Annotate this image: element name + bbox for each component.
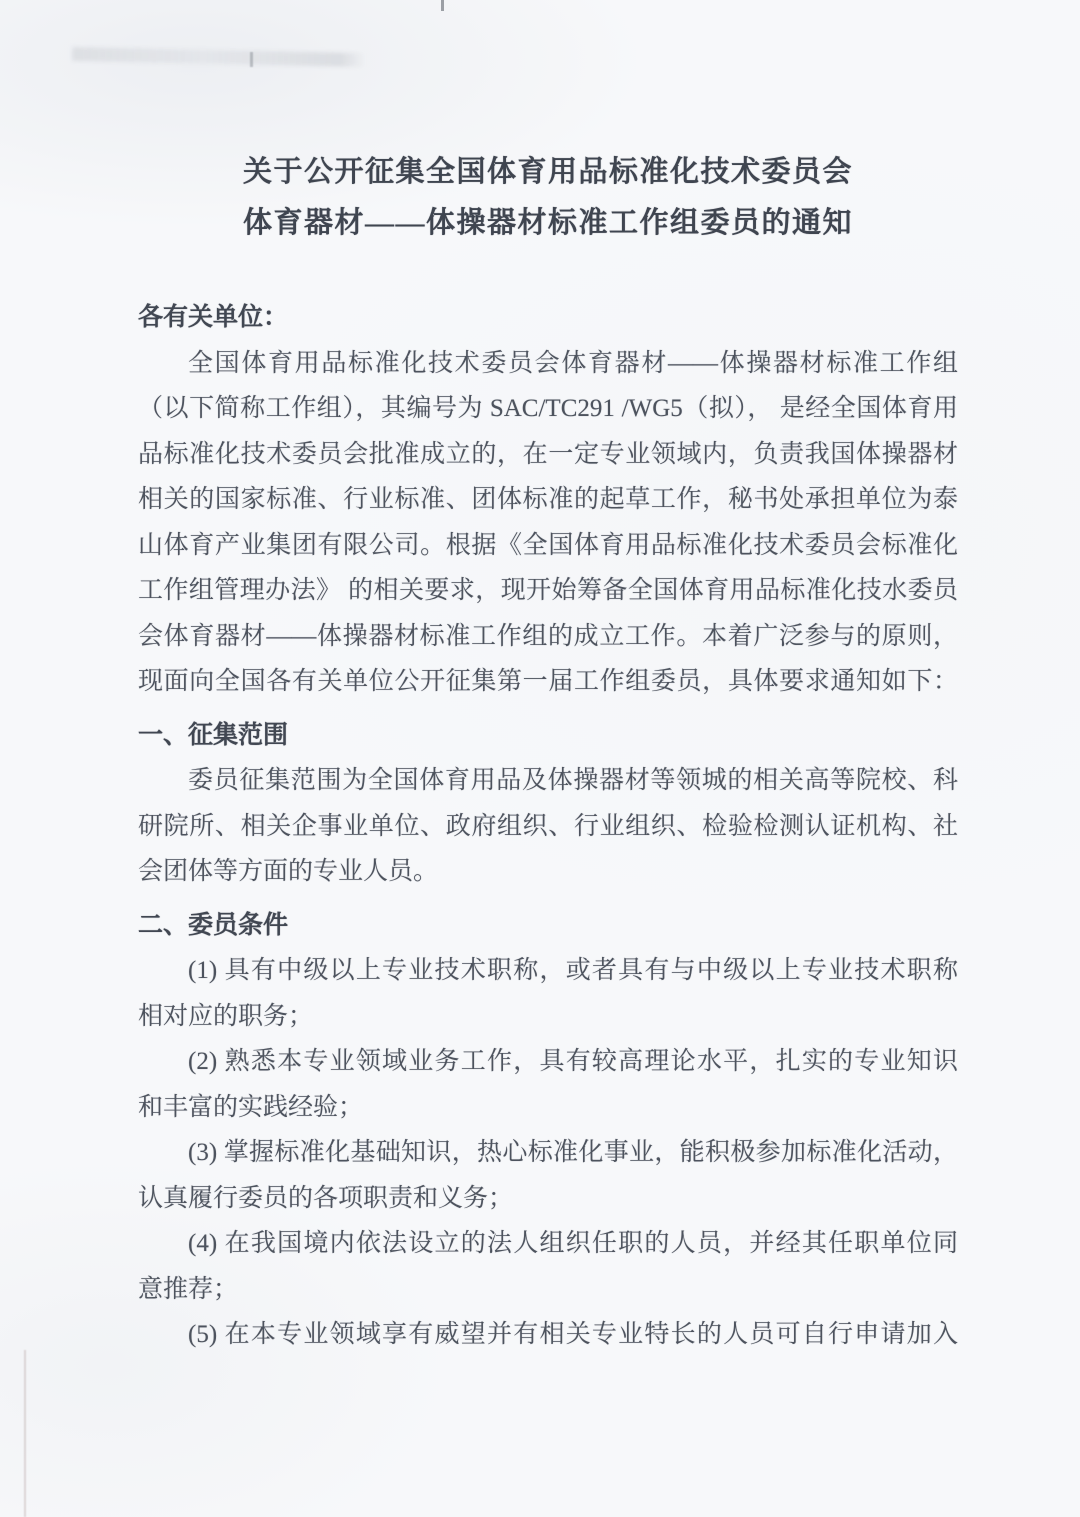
document-title-line-1: 关于公开征集全国体育用品标准化技术委员会 [242, 156, 853, 188]
intro-line: 会体育器材——体操器材标准工作组的成立工作。本着广泛参与的原则， [138, 622, 958, 650]
intro-line: （以下简称工作组），其编号为 SAC/TC291 /WG5（拟）， 是经全国体育用 [138, 395, 958, 422]
section-1-line: 研院所、相关企事业单位、政府组织、行业组织、检验检测认证机构、社 [138, 812, 958, 840]
document-title-line-2: 体育器材——体操器材标准工作组委员的通知 [242, 207, 853, 239]
document-title [138, 147, 958, 249]
intro-line: 山体育产业集团有限公司。根据《全国体育用品标准化技术委员会标准化 [138, 531, 958, 559]
section-2-item-4-line: 意推荐； [138, 1275, 239, 1303]
section-2-heading: 二、委员条件 [138, 911, 289, 939]
section-2-item-3-line: (3) 掌握标准化基础知识，热心标准化事业，能积极参加标准化活动， [188, 1139, 958, 1166]
section-2-item-2-line: (2) 熟悉本专业领域业务工作，具有较高理论水平，扎实的专业知识 [188, 1048, 958, 1075]
intro-line: 相关的国家标准、行业标准、团体标准的起草工作，秘书处承担单位为泰 [138, 486, 958, 513]
section-2-item-4-line: (4) 在我国境内依法设立的法人组织任职的人员，并经其任职单位同 [188, 1230, 958, 1257]
scan-artifact-edge-line [24, 1350, 26, 1517]
intro-line: 现面向全国各有关单位公开征集第一届工作组委员，具体要求通知如下： [138, 668, 958, 695]
intro-line: 工作组管理办法》 的相关要求，现开始筹备全国体育用品标准化技水委员 [138, 577, 958, 604]
salutation: 各有关单位： [138, 304, 289, 331]
section-2-item-2-line: 和丰富的实践经验； [138, 1093, 364, 1121]
intro-line: 全国体育用品标准化技术委员会体育器材——体操器材标准工作组 [188, 349, 958, 377]
section-1-line: 委员征集范围为全国体育用品及体操器材等领城的相关高等院校、科 [188, 767, 958, 794]
section-2-item-1-line: (1) 具有中级以上专业技术职称，或者具有与中级以上专业技术职称 [188, 957, 958, 984]
section-1-line: 会团体等方面的专业人员。 [138, 858, 439, 885]
section-1-heading: 一、征集范围 [138, 721, 289, 749]
section-2-item-1-line: 相对应的职务； [138, 1002, 314, 1030]
intro-line: 品标准化技术委员会批准成立的，在一定专业领域内，负责我国体操器材 [138, 440, 958, 468]
section-2-item-3-line: 认真履行委员的各项职责和义务； [138, 1184, 514, 1212]
scan-artifact-smudge [72, 47, 364, 67]
scan-artifact-smudge-tick [250, 52, 253, 67]
section-2-item-5-line: (5) 在本专业领域享有威望并有相关专业特长的人员可自行申请加入 [188, 1321, 958, 1348]
document-content [0, 147, 1080, 1358]
scan-artifact-top-tick [441, 0, 444, 11]
